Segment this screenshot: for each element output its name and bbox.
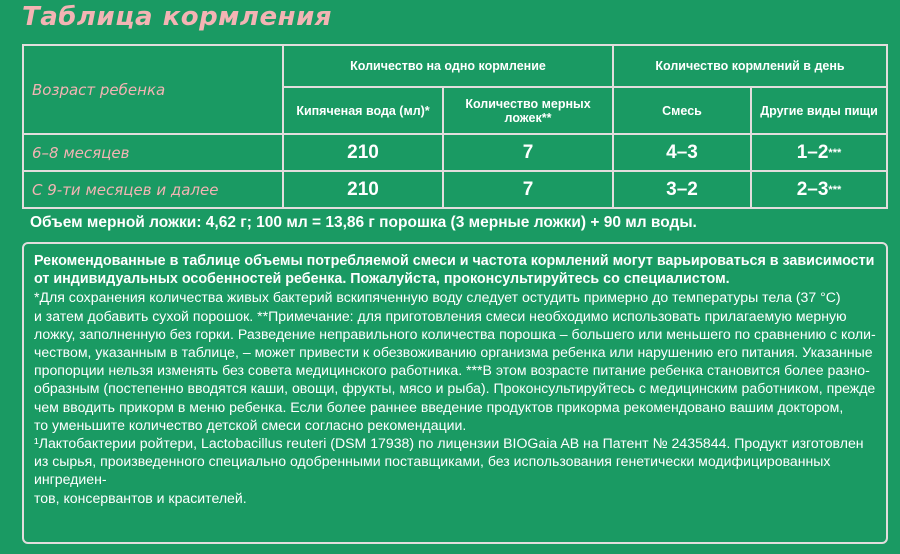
note-line: *Для сохранения количества живых бактерий вскипяченную воду следует остудить примерно до температуры тела (37 °С) <box>34 289 841 306</box>
note-line: образным (постепенно вводятся каши, овощи, фрукты, мясо и рыба). Проконсультируйтесь с медицинским работником, прежде <box>34 380 876 397</box>
row-water: 210 <box>347 178 379 200</box>
note-line: пропорции нельзя изменять без совета медицинского работника. ***В этом возрасте питание ребенка становится более разно- <box>34 362 870 379</box>
row-other-food: 1–2 *** <box>796 141 842 163</box>
notes-box <box>22 242 888 544</box>
row-age: С 9-ти месяцев и далее <box>32 180 219 199</box>
row-formula: 3–2 <box>666 178 698 200</box>
row-scoops: 7 <box>522 178 534 200</box>
footnote-line: из сырья, произведенного специально одобренными поставщиками, без использования генетически модифицированных ингредиен- <box>34 453 831 488</box>
header-other-food: Другие виды пищи <box>760 103 878 118</box>
header-feedings-per-day: Количество кормлений в день <box>655 59 845 73</box>
footnote-line: тов, консервантов и красителей. <box>34 489 247 506</box>
note-line: ложку, заполненную без горки. Разведение неправильного количества порошка – большего или меньшего по сравнению с коли- <box>34 325 876 342</box>
recommendation-line: Рекомендованные в таблице объемы потребляемой смеси и частота кормлений могут варьироваться в зависимости <box>34 253 875 269</box>
note-line: то уменьшите количество детской смеси согласно рекомендации. <box>34 416 467 433</box>
note-line: чем вводить прикорм в меню ребенка. Если более раннее введение продуктов прикорма рекомендовано вашим доктором, <box>34 398 844 415</box>
scoop-volume-note: Объем мерной ложки: 4,62 г; 100 мл = 13,86 г порошка (3 мерные ложки) + 90 мл воды. <box>30 214 697 231</box>
page-title: Таблица кормления <box>22 2 332 32</box>
note-line: чеством, указанным в таблице, – может привести к обезвоживанию организма ребенка или нарушению его питания. Указанные <box>34 344 873 361</box>
header-water: Кипяченая вода (мл)* <box>296 103 430 118</box>
row-formula: 4–3 <box>666 141 698 163</box>
row-water: 210 <box>347 141 379 163</box>
row-other-food: 2–3 *** <box>796 178 842 200</box>
row-scoops: 7 <box>522 141 534 163</box>
header-age: Возраст ребенка <box>32 80 166 99</box>
recommendation-line: от индивидуальных особенностей ребенка. Пожалуйста, проконсультируйтесь со специалистом. <box>34 271 730 288</box>
note-line: и затем добавить сухой порошок. **Примечание: для приготовления смеси необходимо использовать прилагаемую мерную <box>34 307 847 324</box>
footnote-line: ¹Лактобактерии ройтери, Lactobacillus reuteri (DSM 17938) по лицензии BIOGaia AB на Патент № 2435844. Продукт изготовлен <box>34 435 864 452</box>
header-formula: Смесь <box>662 103 702 118</box>
header-scoops: Количество мерных ложек** <box>465 96 591 125</box>
row-age: 6–8 месяцев <box>32 143 130 162</box>
header-per-feeding: Количество на одно кормление <box>350 59 546 73</box>
feeding-table <box>22 44 888 209</box>
